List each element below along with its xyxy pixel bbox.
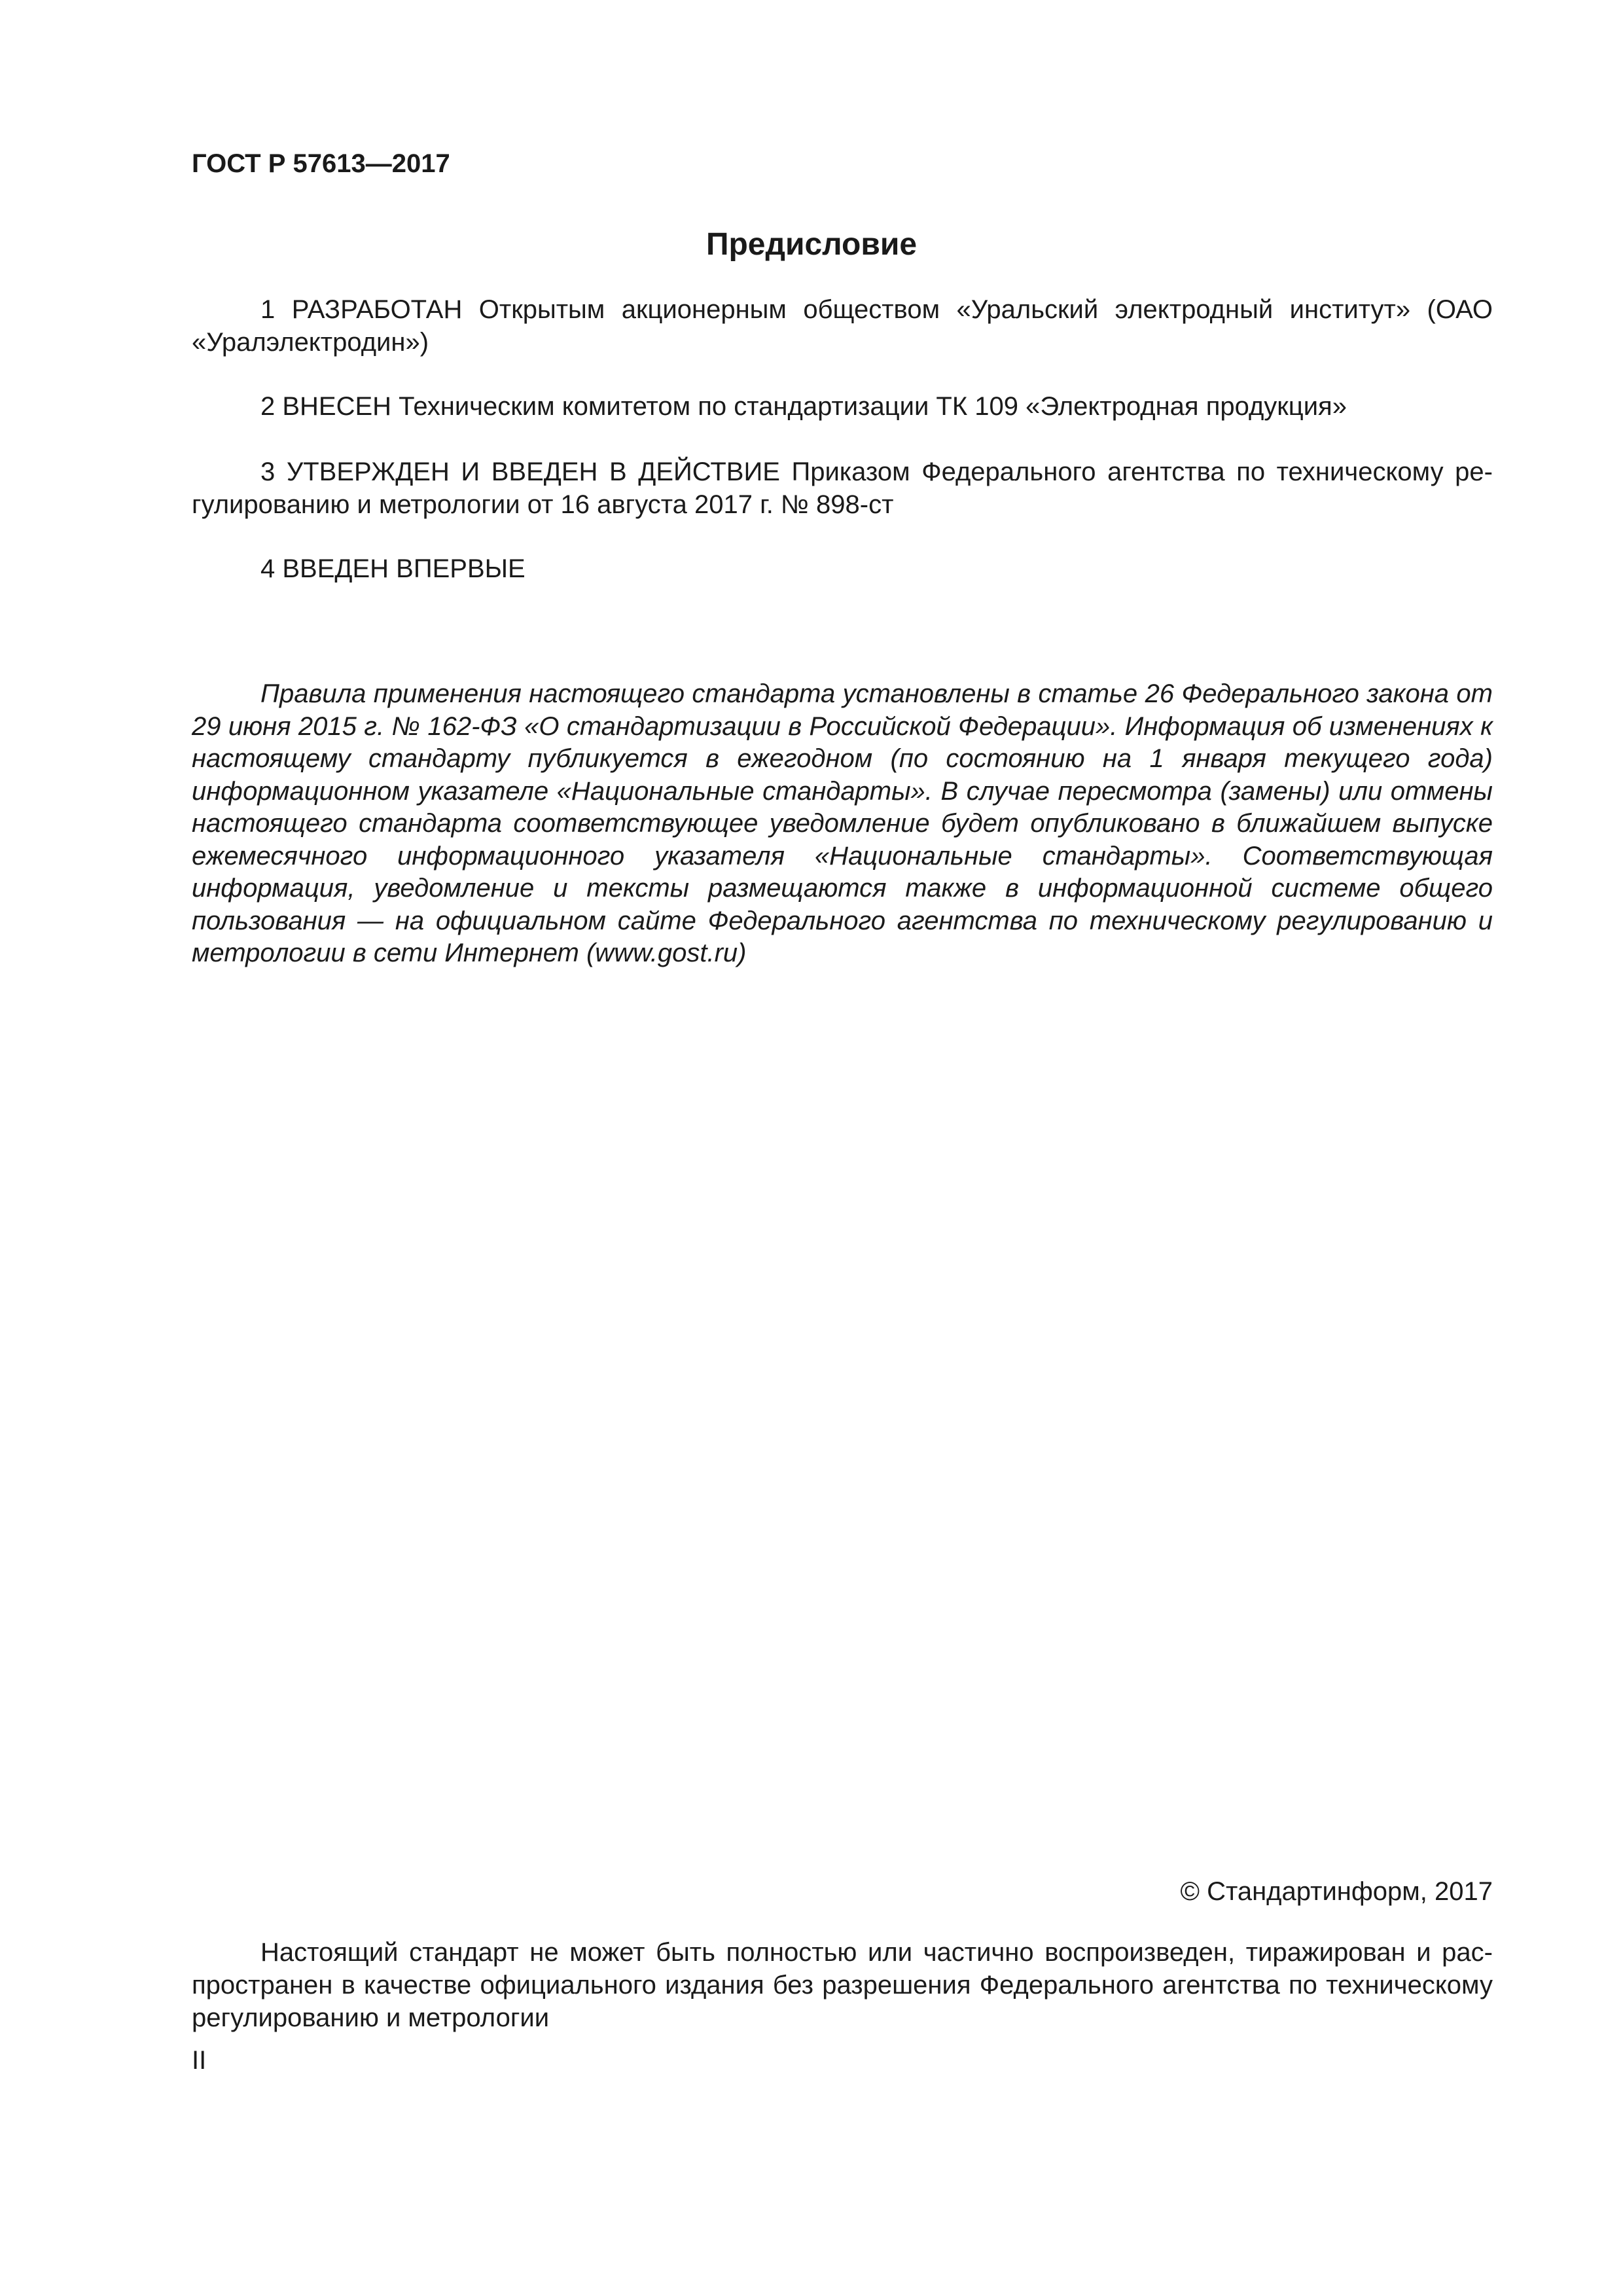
foreword-item-approved [192, 456, 1493, 521]
document-code: ГОСТ Р 57613—2017 [192, 149, 450, 178]
foreword-title: Предисловие [705, 227, 918, 262]
foreword-item-developed [192, 293, 1493, 359]
foreword-item-first-introduced [192, 552, 1493, 585]
foreword-item-label: 2 ВНЕСЕН [260, 392, 392, 421]
foreword-item-submitted [192, 390, 1493, 423]
foreword-item-text: Приказом Федерального агентства по техническому регулированию и метрологии от 16 августа 2017 г. № 898-ст [192, 457, 1493, 519]
application-rules-note: Правила применения настоящего стандарта установлены в статье 26 Федерального закона от 29 июня 2015 г. № 162-ФЗ «О стандартизации в Российской Федерации». Информация об изменениях к настоящему стандарту публикуется в ежегодном (по состоянию на 1 января текущего года) информационном указателе «Национальные стандарты». В случае пересмотра (замены) или отмены настоящего стандарта соответствующее уведомление будет опубликовано в ближайшем выпуске ежемесячного информационного указателя «Национальные стандарты». Соответствующая информация, уведомление и тексты размещаются также в информационной системе общего пользования — на официальном сайте Федерального агентства по техническому регулированию и метрологии в сети Интернет (www.gost.ru) [192, 679, 1493, 967]
foreword-item-text: Открытым акционерным обществом «Уральский электродный институт» (ОАО «Уралэлектродин») [192, 295, 1493, 357]
copyright-line: © Стандартинформ, 2017 [1180, 1877, 1493, 1906]
reproduction-notice: Настоящий стандарт не может быть полностью или частично воспроизведен, тиражирован и распространен в качестве официального издания без разрешения Федерального агентства по техническому регулированию и метрологии [192, 1938, 1493, 2032]
foreword-item-text: Техническим комитетом по стандартизации ТК 109 «Электродная продукция» [391, 392, 1347, 421]
foreword-item-label: 4 ВВЕДЕН ВПЕРВЫЕ [260, 554, 526, 583]
foreword-item-label: 3 УТВЕРЖДЕН И ВВЕДЕН В ДЕЙСТВИЕ [260, 457, 780, 486]
page-number: II [192, 2046, 207, 2075]
foreword-item-label: 1 РАЗРАБОТАН [260, 295, 463, 324]
